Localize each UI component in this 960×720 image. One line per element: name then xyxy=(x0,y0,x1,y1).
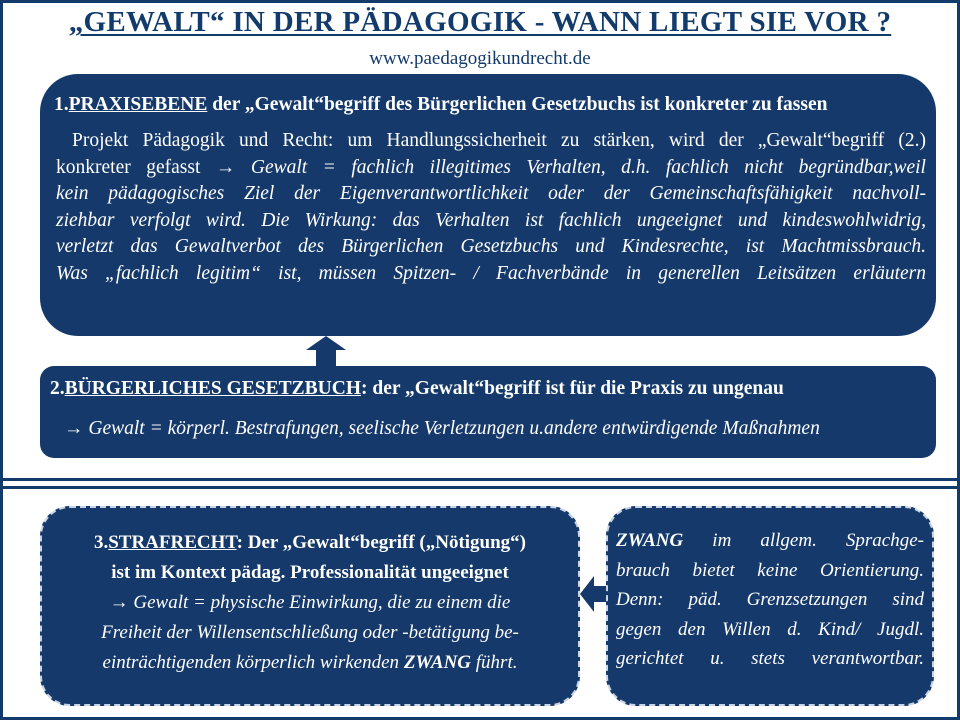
bgb-keyword: BÜRGERLICHES GESETZBUCH xyxy=(64,378,362,399)
text-line: verletzt das Gewaltverbot des Bürgerlichen Gesetzbuchs und Kindesrechte, ist Machtmissbrauch. xyxy=(56,236,926,257)
praxisebene-keyword: PRAXISEBENE xyxy=(68,94,208,115)
divider xyxy=(0,478,960,481)
praxisebene-box xyxy=(40,74,936,336)
arrow-left-icon xyxy=(580,572,606,616)
text-line: kein pädagogisches Ziel der Eigenverantwortlichkeit oder der Gemeinschaftsfähigkeit nachvoll- xyxy=(56,183,926,204)
text-line: → Gewalt = physische Einwirkung, die zu einem die xyxy=(109,592,511,613)
divider xyxy=(0,486,960,489)
text-line: ist im Kontext pädag. Professionalität ungeeignet xyxy=(111,562,509,583)
text-line: Was „fachlich legitim“ ist, müssen Spitzen- / Fachverbände in generellen Leitsätzen erläutern xyxy=(56,262,926,284)
strafrecht-box xyxy=(40,506,580,706)
buergerliches-gesetzbuch-box xyxy=(40,366,936,458)
website-url[interactable]: www.paedagogikundrecht.de xyxy=(369,48,591,69)
text-line: einträchtigenden körperlich wirkenden ZWANG führt. xyxy=(102,652,518,673)
strafrecht-heading: 3.STRAFRECHT: Der „Gewalt“begriff („Nötigung“) xyxy=(93,532,527,553)
strafrecht-keyword: STRAFRECHT xyxy=(108,532,237,553)
text-line: ZWANG im allgem. Sprachge- xyxy=(616,530,924,551)
bgb-heading: 2.BÜRGERLICHES GESETZBUCH: der „Gewalt“begriff ist für die Praxis zu ungenau xyxy=(50,378,784,399)
text-line: Freiheit der Willensentschließung oder -betätigung be- xyxy=(101,622,519,643)
text-line: gerichtet u. stets verantwortbar. xyxy=(616,648,924,669)
page-title: „GEWALT“ IN DER PÄDAGOGIK - WANN LIEGT SIE VOR ? xyxy=(68,6,892,38)
text-line: brauch bietet keine Orientierung. xyxy=(616,559,924,581)
text-line: Projekt Pädagogik und Recht: um Handlungssicherheit zu stärken, wird der „Gewalt“begriff (2.) xyxy=(72,130,926,151)
praxisebene-text xyxy=(54,128,926,287)
bgb-definition: → Gewalt = körperl. Bestrafungen, seelische Verletzungen u.andere entwürdigende Maßnahmen xyxy=(64,418,820,439)
praxisebene-heading: 1.PRAXISEBENE der „Gewalt“begriff des Bürgerlichen Gesetzbuchs ist konkreter zu fassen xyxy=(54,94,828,115)
text-line: konkreter gefasst → Gewalt = fachlich illegitimes Verhalten, d.h. fachlich nicht begründbar,weil xyxy=(56,156,926,178)
arrow-up-icon xyxy=(306,336,346,366)
text-line: ziehbar verfolgt wird. Die Wirkung: das Verhalten ist fachlich ungeeignet und kindeswohlwidrig, xyxy=(56,209,926,231)
text-line: gegen den Willen d. Kind/ Jugdl. xyxy=(616,618,924,640)
text-line: Denn: päd. Grenzsetzungen sind xyxy=(616,589,924,610)
zwang-box xyxy=(606,506,934,706)
